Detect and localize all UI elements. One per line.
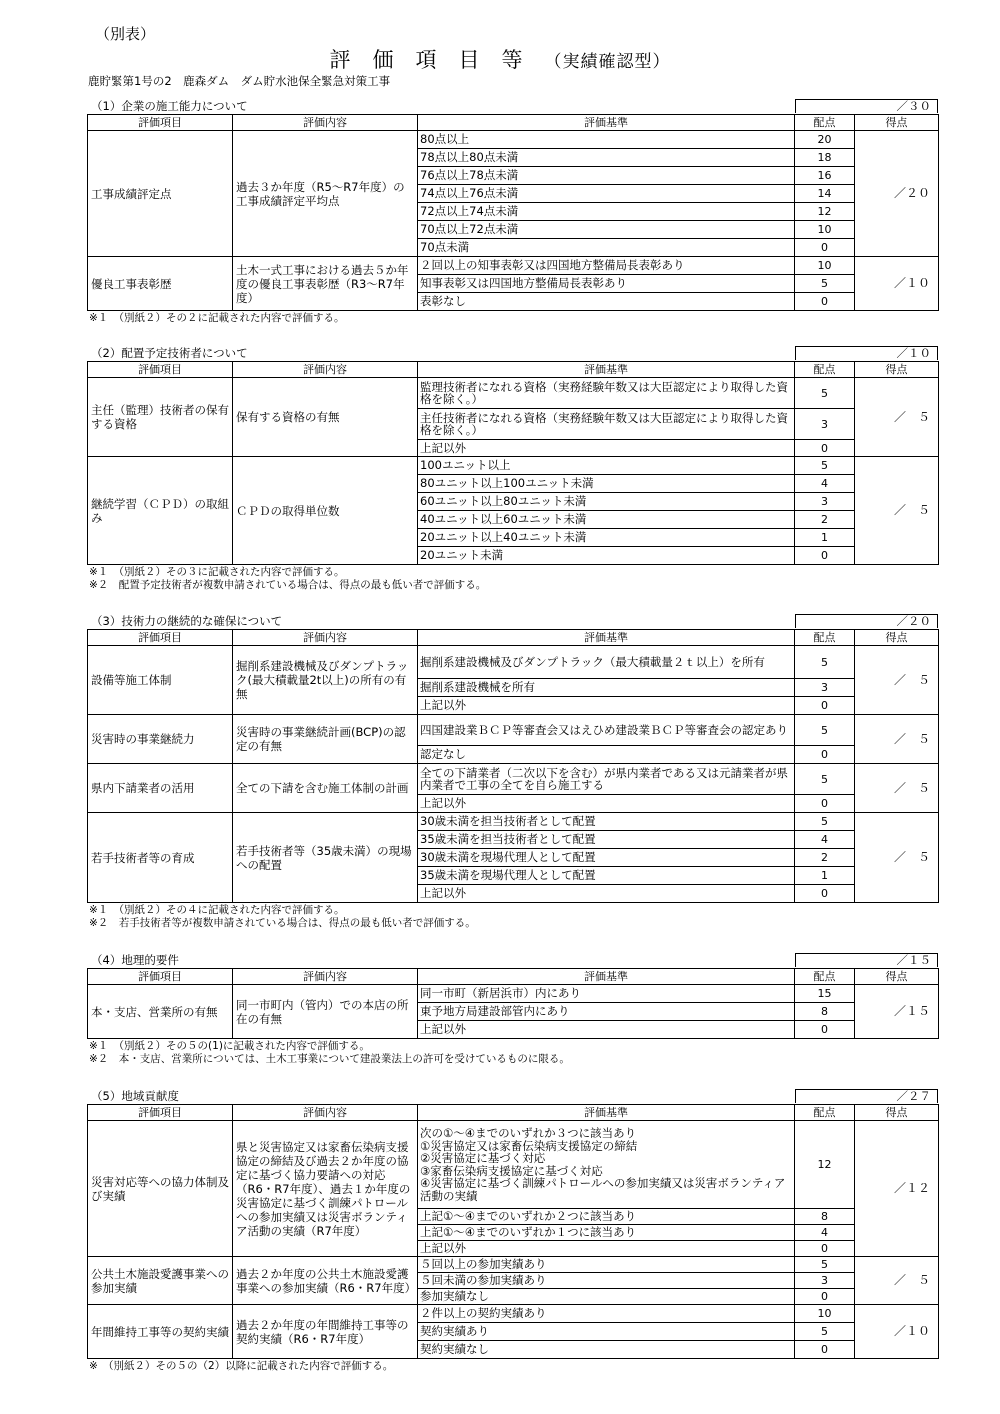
header-score: 得点	[855, 362, 939, 378]
header-score: 得点	[855, 1105, 939, 1121]
section-header	[87, 953, 938, 968]
evaluation-item: 災害時の事業継続力	[88, 715, 233, 764]
evaluation-item: 本・支店、営業所の有無	[88, 985, 233, 1039]
criterion: 上記①～④までのいずれか１つに該当あり	[418, 1225, 795, 1241]
criterion: 掘削系建設機械及びダンプトラック（最大積載量２ｔ以上）を所有	[418, 646, 795, 679]
table-row	[88, 131, 939, 149]
section-title: （3）技術力の継続的な確保について	[91, 614, 283, 628]
criterion-points: 10	[795, 1305, 855, 1323]
criterion: 20ユニット未満	[418, 547, 795, 565]
header-criteria: 評価基準	[418, 362, 795, 378]
criterion-points: 12	[795, 1121, 855, 1209]
criterion: 上記以外	[418, 440, 795, 457]
section-notes	[87, 312, 938, 325]
evaluation-content: 過去２か年度の年間維持工事等の契約実績（R6・R7年度）	[233, 1305, 418, 1359]
criterion: 80ユニット以上100ユニット未満	[418, 475, 795, 493]
evaluation-content: 県と災害協定又は家畜伝染病支援協定の締結及び過去２か年度の協定に基づく協力要請への対応（R6・R7年度）、過去１か年度の災害協定に基づく訓練パトロールへの参加実績又は災害ボランティア活動の実績（R7年度）	[233, 1121, 418, 1257]
evaluation-item: 継続学習（ＣＰＤ）の取組み	[88, 457, 233, 565]
evaluation-content: 過去３か年度（R5～R7年度）の工事成績評定平均点	[233, 131, 418, 257]
criterion-points: 0	[795, 293, 855, 311]
table-row	[88, 1305, 939, 1323]
evaluation-item: 県内下請業者の活用	[88, 764, 233, 813]
table-header-row	[88, 362, 939, 378]
criterion-points: 8	[795, 1003, 855, 1021]
criterion-points: 20	[795, 131, 855, 149]
criterion-points: 0	[795, 795, 855, 813]
note-line: ※１ （別紙２）その３に記載された内容で評価する。	[89, 566, 345, 578]
criterion: 監理技術者になれる資格（実務経験年数又は大臣認定により取得した資格を除く。）	[418, 378, 795, 409]
evaluation-table	[87, 361, 939, 565]
criterion-points: 10	[795, 257, 855, 275]
criterion-points: 5	[795, 764, 855, 795]
table-header-row	[88, 1105, 939, 1121]
header-criteria: 評価基準	[418, 115, 795, 131]
header-content: 評価内容	[233, 1105, 418, 1121]
criterion-points: 4	[795, 1225, 855, 1241]
section-notes	[87, 566, 938, 592]
evaluation-content: 同一市町内（管内）での本店の所在の有無	[233, 985, 418, 1039]
evaluation-item: 工事成績評定点	[88, 131, 233, 257]
criterion: 72点以上74点未満	[418, 203, 795, 221]
criterion-points: 0	[795, 885, 855, 903]
section-header	[87, 614, 938, 629]
criterion: ２回以上の知事表彰又は四国地方整備局長表彰あり	[418, 257, 795, 275]
evaluation-item: 公共土木施設愛護事業への参加実績	[88, 1257, 233, 1305]
criterion: 70点未満	[418, 239, 795, 257]
note-line: ※２ 本・支店、営業所については、土木工事業について建設業法上の許可を受けているものに限る。	[89, 1053, 570, 1065]
evaluation-item: 若手技術者等の育成	[88, 813, 233, 903]
criterion: 同一市町（新居浜市）内にあり	[418, 985, 795, 1003]
section-4	[87, 953, 938, 1066]
criterion: 76点以上78点未満	[418, 167, 795, 185]
section-header	[87, 99, 938, 114]
criterion: ５回以上の参加実績あり	[418, 1257, 795, 1273]
section-1	[87, 99, 938, 325]
criterion: 契約実績あり	[418, 1323, 795, 1341]
score-cell: ／ ５	[855, 764, 939, 813]
header-points: 配点	[795, 630, 855, 646]
table-row	[88, 1257, 939, 1273]
criterion-points: 0	[795, 1241, 855, 1257]
criterion: 上記以外	[418, 885, 795, 903]
criterion-points: 5	[795, 1323, 855, 1341]
evaluation-content: 全ての下請を含む施工体制の計画	[233, 764, 418, 813]
evaluation-item: 設備等施工体制	[88, 646, 233, 715]
criterion: 四国建設業ＢＣＰ等審査会又はえひめ建設業ＢＣＰ等審査会の認定あり	[418, 715, 795, 746]
header-item: 評価項目	[88, 630, 233, 646]
evaluation-content: 土木一式工事における過去５か年度の優良工事表彰歴（R3～R7年度）	[233, 257, 418, 311]
criterion-points: 16	[795, 167, 855, 185]
score-cell: ／ ５	[855, 1257, 939, 1305]
criterion-points: 5	[795, 457, 855, 475]
table-row	[88, 813, 939, 831]
criterion: 上記以外	[418, 795, 795, 813]
criterion-points: 2	[795, 511, 855, 529]
header-points: 配点	[795, 969, 855, 985]
criterion: 次の①～④までのいずれか３つに該当あり ①災害協定又は家畜伝染病支援協定の締結 ②災害協定に基づく対応 ③家畜伝染病支援協定に基づく対応 ④災害協定に基づく訓練パトロールへの参加実績又は災害ボランティア活動の実績	[418, 1121, 795, 1209]
criterion-points: 5	[795, 715, 855, 746]
criterion: 74点以上76点未満	[418, 185, 795, 203]
header-score: 得点	[855, 969, 939, 985]
table-row	[88, 457, 939, 475]
score-cell: ／ ５	[855, 646, 939, 715]
score-cell: ／ ５	[855, 457, 939, 565]
evaluation-table	[87, 114, 939, 311]
criterion: 80点以上	[418, 131, 795, 149]
criterion: 認定なし	[418, 746, 795, 764]
header-points: 配点	[795, 115, 855, 131]
section-header	[87, 1089, 938, 1104]
header-criteria: 評価基準	[418, 630, 795, 646]
criterion-points: 0	[795, 746, 855, 764]
evaluation-table	[87, 629, 939, 903]
criterion-points: 0	[795, 697, 855, 715]
criterion-points: 0	[795, 1289, 855, 1305]
table-row	[88, 985, 939, 1003]
criterion: 30歳未満を現場代理人として配置	[418, 849, 795, 867]
criterion: 40ユニット以上60ユニット未満	[418, 511, 795, 529]
evaluation-item: 主任（監理）技術者の保有する資格	[88, 378, 233, 457]
criterion-points: 5	[795, 646, 855, 679]
table-row	[88, 764, 939, 795]
note-line: ※１ （別紙２）その２に記載された内容で評価する。	[89, 312, 345, 324]
criterion: 上記以外	[418, 697, 795, 715]
criterion-points: 0	[795, 440, 855, 457]
score-cell: ／ ５	[855, 378, 939, 457]
score-cell: ／１０	[855, 1305, 939, 1359]
score-cell: ／２０	[855, 131, 939, 257]
criterion: 35歳未満を現場代理人として配置	[418, 867, 795, 885]
note-line: ※ （別紙２）その５の（2）以降に記載された内容で評価する。	[89, 1360, 394, 1372]
criterion-points: 14	[795, 185, 855, 203]
section-title: （2）配置予定技術者について	[91, 346, 248, 360]
evaluation-table	[87, 968, 939, 1039]
criterion: ５回未満の参加実績あり	[418, 1273, 795, 1289]
header-content: 評価内容	[233, 969, 418, 985]
header-score: 得点	[855, 115, 939, 131]
section-max-score: ／２０	[795, 614, 938, 628]
note-line: ※２ 配置予定技術者が複数申請されている場合は、得点の最も低い者で評価する。	[89, 579, 487, 591]
evaluation-item: 優良工事表彰歴	[88, 257, 233, 311]
header-item: 評価項目	[88, 969, 233, 985]
evaluation-content: 保有する資格の有無	[233, 378, 418, 457]
criterion-points: 0	[795, 239, 855, 257]
header-points: 配点	[795, 362, 855, 378]
criterion: 東予地方局建設部管内にあり	[418, 1003, 795, 1021]
evaluation-item: 年間維持工事等の契約実績	[88, 1305, 233, 1359]
section-title: （5）地域貢献度	[91, 1089, 179, 1103]
criterion-points: 5	[795, 1257, 855, 1273]
score-cell: ／ ５	[855, 715, 939, 764]
criterion: 表彰なし	[418, 293, 795, 311]
criterion: ２件以上の契約実績あり	[418, 1305, 795, 1323]
evaluation-item: 災害対応等への協力体制及び実績	[88, 1121, 233, 1257]
note-line: ※１ （別紙２）その５の(1)に記載された内容で評価する。	[89, 1040, 370, 1052]
criterion-points: 3	[795, 409, 855, 440]
criterion-points: 1	[795, 529, 855, 547]
page-title	[0, 44, 1000, 74]
criterion: 30歳未満を担当技術者として配置	[418, 813, 795, 831]
section-3	[87, 614, 938, 930]
section-max-score: ／３０	[795, 99, 938, 113]
section-notes	[87, 1360, 938, 1373]
criterion-points: 4	[795, 475, 855, 493]
score-cell: ／ ５	[855, 813, 939, 903]
section-max-score: ／１５	[795, 953, 938, 967]
score-cell: ／１２	[855, 1121, 939, 1257]
section-2	[87, 346, 938, 592]
criterion-points: 2	[795, 849, 855, 867]
criterion: 契約実績なし	[418, 1341, 795, 1359]
header-item: 評価項目	[88, 1105, 233, 1121]
criterion: 参加実績なし	[418, 1289, 795, 1305]
section-notes	[87, 1040, 938, 1066]
header-item: 評価項目	[88, 362, 233, 378]
title-sub: （実績確認型）	[544, 52, 671, 72]
criterion-points: 8	[795, 1209, 855, 1225]
table-header-row	[88, 115, 939, 131]
note-line: ※１ （別紙２）その４に記載された内容で評価する。	[89, 904, 345, 916]
header-item: 評価項目	[88, 115, 233, 131]
criterion: 100ユニット以上	[418, 457, 795, 475]
criterion: 70点以上72点未満	[418, 221, 795, 239]
score-cell: ／１５	[855, 985, 939, 1039]
evaluation-content: 掘削系建設機械及びダンプトラック(最大積載量2t以上)の所有の有無	[233, 646, 418, 715]
annex-label: （別表）	[95, 25, 156, 43]
criterion: 35歳未満を担当技術者として配置	[418, 831, 795, 849]
header-criteria: 評価基準	[418, 969, 795, 985]
table-header-row	[88, 630, 939, 646]
criterion: 上記以外	[418, 1241, 795, 1257]
header-points: 配点	[795, 1105, 855, 1121]
criterion-points: 3	[795, 493, 855, 511]
criterion-points: 0	[795, 547, 855, 565]
criterion-points: 18	[795, 149, 855, 167]
table-row	[88, 378, 939, 409]
section-5	[87, 1089, 938, 1373]
table-row	[88, 715, 939, 746]
criterion: 上記①～④までのいずれか２つに該当あり	[418, 1209, 795, 1225]
section-max-score: ／１０	[795, 346, 938, 360]
criterion-points: 0	[795, 1341, 855, 1359]
table-row	[88, 1121, 939, 1209]
evaluation-content: 災害時の事業継続計画(BCP)の認定の有無	[233, 715, 418, 764]
criterion-points: 3	[795, 1273, 855, 1289]
evaluation-content: ＣＰＤの取得単位数	[233, 457, 418, 565]
criterion-points: 12	[795, 203, 855, 221]
criterion-points: 0	[795, 1021, 855, 1039]
criterion: 知事表彰又は四国地方整備局長表彰あり	[418, 275, 795, 293]
table-row	[88, 646, 939, 679]
score-cell: ／１０	[855, 257, 939, 311]
section-title: （1）企業の施工能力について	[91, 99, 248, 113]
criterion: 20ユニット以上40ユニット未満	[418, 529, 795, 547]
criterion-points: 5	[795, 813, 855, 831]
criterion: 78点以上80点未満	[418, 149, 795, 167]
section-max-score: ／２７	[795, 1089, 938, 1103]
criterion-points: 10	[795, 221, 855, 239]
criterion: 掘削系建設機械を所有	[418, 679, 795, 697]
header-content: 評価内容	[233, 115, 418, 131]
criterion-points: 3	[795, 679, 855, 697]
criterion-points: 5	[795, 378, 855, 409]
title-main: 評価項目等	[329, 48, 545, 72]
criterion-points: 1	[795, 867, 855, 885]
header-criteria: 評価基準	[418, 1105, 795, 1121]
section-title: （4）地理的要件	[91, 953, 179, 967]
evaluation-content: 過去２か年度の公共土木施設愛護事業への参加実績（R6・R7年度）	[233, 1257, 418, 1305]
header-content: 評価内容	[233, 630, 418, 646]
section-notes	[87, 904, 938, 930]
section-header	[87, 346, 938, 361]
project-name: 鹿貯緊第1号の2 鹿森ダム ダム貯水池保全緊急対策工事	[88, 74, 391, 88]
criterion: 上記以外	[418, 1021, 795, 1039]
criterion-points: 4	[795, 831, 855, 849]
criterion: 主任技術者になれる資格（実務経験年数又は大臣認定により取得した資格を除く。）	[418, 409, 795, 440]
criterion: 60ユニット以上80ユニット未満	[418, 493, 795, 511]
table-header-row	[88, 969, 939, 985]
header-score: 得点	[855, 630, 939, 646]
table-row	[88, 257, 939, 275]
evaluation-content: 若手技術者等（35歳未満）の現場への配置	[233, 813, 418, 903]
note-line: ※２ 若手技術者等が複数申請されている場合は、得点の最も低い者で評価する。	[89, 917, 476, 929]
criterion-points: 5	[795, 275, 855, 293]
header-content: 評価内容	[233, 362, 418, 378]
evaluation-table	[87, 1104, 939, 1359]
criterion: 全ての下請業者（二次以下を含む）が県内業者である又は元請業者が県内業者で工事の全てを自ら施工する	[418, 764, 795, 795]
criterion-points: 15	[795, 985, 855, 1003]
